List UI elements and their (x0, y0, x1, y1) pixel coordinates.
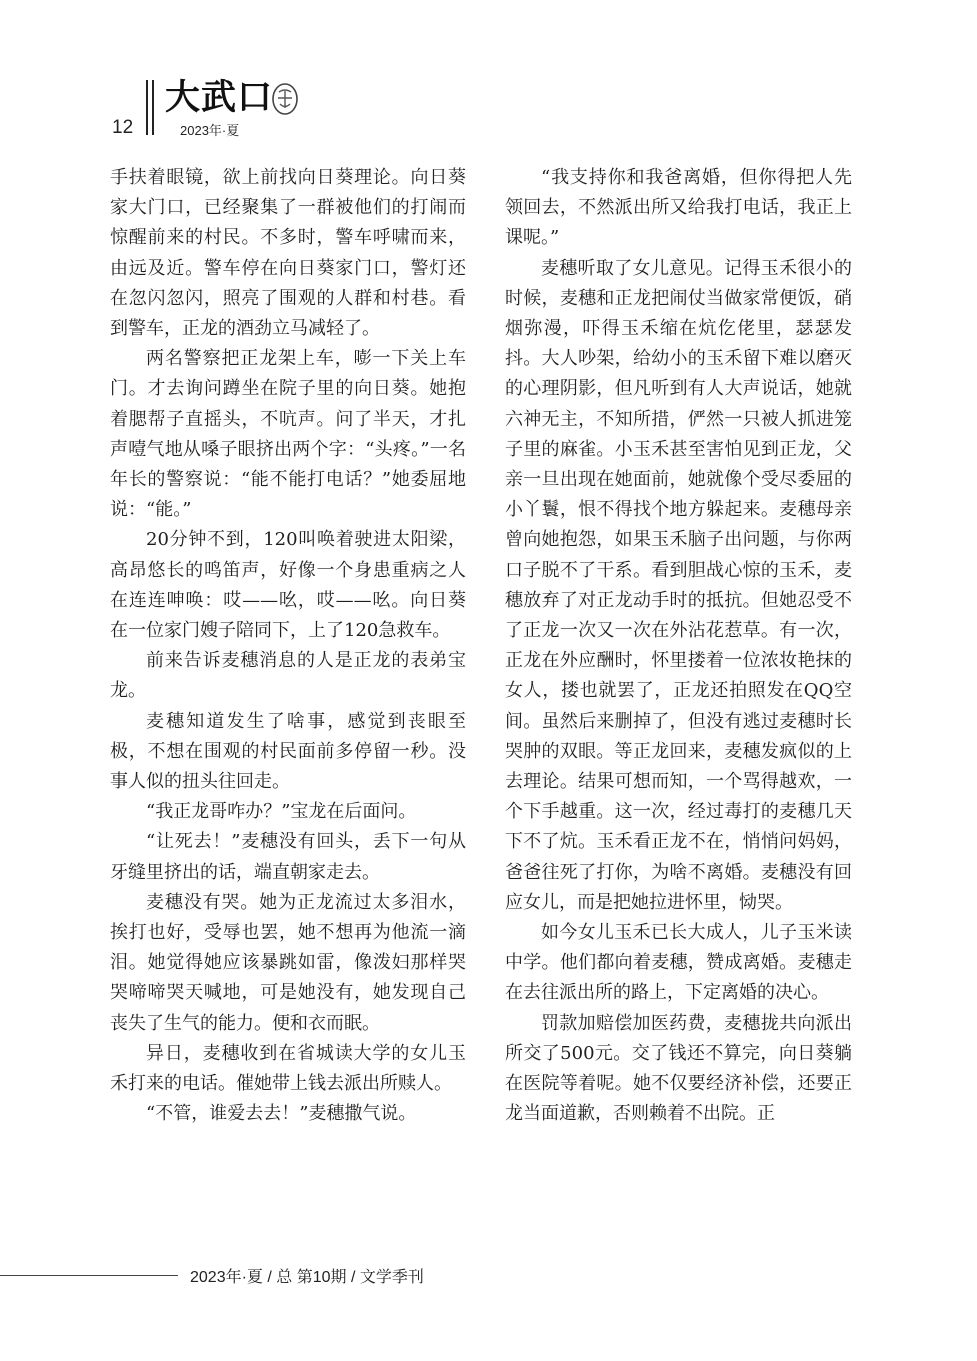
paragraph: 前来告诉麦穗消息的人是正龙的表弟宝龙。 (110, 650, 466, 702)
magazine-title: 大武口 (165, 77, 274, 118)
paragraph: 如今女儿玉禾已长大成人，儿子玉米读中学。他们都向着麦穗，赞成离婚。麦穗走在去往派出所的路上，下定离婚的决心。 (505, 922, 852, 1004)
right-column (505, 163, 852, 1130)
paragraph: 手扶着眼镜，欲上前找向日葵理论。向日葵家大门口，已经聚集了一群被他们的打闹而惊醒前来的村民。不多时，警车呼啸而来，由远及近。警车停在向日葵家门口，警灯还在忽闪忽闪，照亮了围观的人群和村巷。看到警车，正龙的酒劲立马减轻了。 (110, 167, 466, 340)
paragraph: 麦穗听取了女儿意见。记得玉禾很小的时候，麦穗和正龙把闹仗当做家常便饭，硝烟弥漫，吓得玉禾缩在炕仡佬里，瑟瑟发抖。大人吵架，给幼小的玉禾留下难以磨灭的心理阴影，但凡听到有人大声说话，她就六神无主，不知所措，俨然一只被人抓进笼子里的麻雀。小玉禾甚至害怕见到正龙，父亲一旦出现在她面前，她就像个受尽委屈的小丫鬟，恨不得找个地方躲起来。麦穗母亲曾向她抱怨，如果玉禾脑子出问题，与你两口子脱不了干系。看到胆战心惊的玉禾，麦穗放弃了对正龙动手时的抵抗。但她忍受不了正龙一次又一次在外沾花惹草。有一次，正龙在外应酬时，怀里搂着一位浓妆艳抹的女人，搂也就罢了，正龙还拍照发在QQ空间。虽然后来删掉了，但没有逃过麦穗时长哭肿的双眼。等正龙回来，麦穗发疯似的上去理论。结果可想而知，一个骂得越欢，一个下手越重。这一次，经过毒打的麦穗几天下不了炕。玉禾看正龙不在，悄悄问妈妈，爸爸往死了打你，为啥不离婚。麦穗没有回应女儿，而是把她拉进怀里，恸哭。 (505, 257, 852, 913)
footer-issue-info: 2023年·夏 / 总 第10期 / 文学季刊 (190, 1269, 424, 1286)
page-number: 12 (112, 117, 134, 138)
paragraph: 异日，麦穗收到在省城读大学的女儿玉禾打来的电话。催她带上钱去派出所赎人。 (110, 1042, 466, 1095)
footer-rule (0, 1275, 178, 1276)
header-divider (152, 80, 154, 135)
paragraph: 麦穗没有哭。她为正龙流过太多泪水，挨打也好，受辱也罢，她不想再为他流一滴泪。她觉得她应该暴跳如雷，像泼妇那样哭哭啼啼哭天喊地，可是她没有，她发现自己丧失了生气的能力。便和衣而眠。 (110, 891, 466, 1034)
paragraph: “不管，谁爱去去！”麦穗撒气说。 (146, 1103, 417, 1125)
seal-logo-icon (270, 82, 300, 116)
paragraph: 麦穗知道发生了啥事，感觉到丧眼至极，不想在围观的村民面前多停留一秒。没事人似的扭头往回走。 (110, 710, 466, 793)
paragraph: 两名警察把正龙架上车，嘭一下关上车门。才去询问蹲坐在院子里的向日葵。她抱着腮帮子直摇头，不吭声。问了半天，才扎声噎气地从嗓子眼挤出两个字：“头疼。”一名年长的警察说：“能不能打电话？”她委屈地说：“能。” (110, 348, 466, 521)
issue-label: 2023年·夏 (180, 123, 240, 138)
paragraph: “我正龙哥咋办？”宝龙在后面问。 (146, 801, 417, 823)
paragraph: “让死去！”麦穗没有回头，丢下一句从牙缝里挤出的话，端直朝家走去。 (110, 831, 466, 883)
paragraph: “我支持你和我爸离婚，但你得把人先领回去，不然派出所又给我打电话，我正上课呢。” (505, 167, 852, 249)
header-divider (146, 80, 148, 135)
left-column (110, 163, 466, 1130)
paragraph: 罚款加赔偿加医药费，麦穗拢共向派出所交了500元。交了钱还不算完，向日葵躺在医院等着呢。她不仅要经济补偿，还要正龙当面道歉，否则赖着不出院。正 (505, 1012, 852, 1125)
paragraph: 20分钟不到，120叫唤着驶进太阳梁，高昂悠长的鸣笛声，好像一个身患重病之人在连连呻唤：哎——吆，哎——吆。向日葵在一位家门嫂子陪同下，上了120急救车。 (110, 529, 466, 642)
